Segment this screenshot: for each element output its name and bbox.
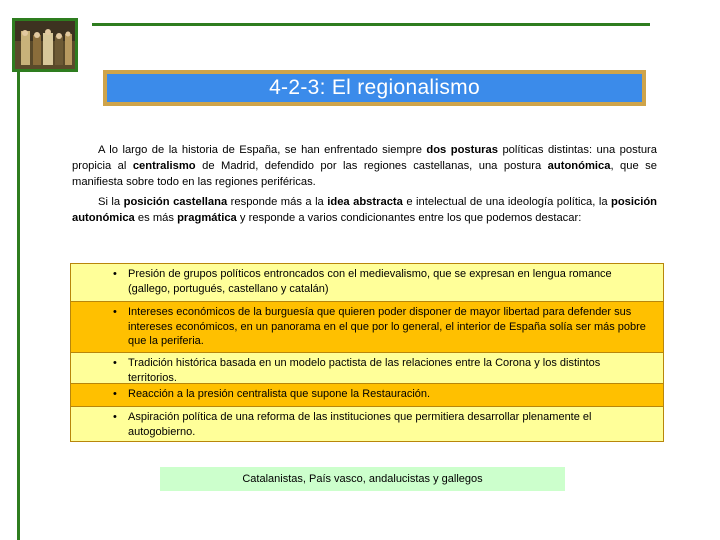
list-item: [71, 383, 663, 406]
list-item-text: Intereses económicos de la burguesía que quieren poder disponer de mayor libertad para defender sus intereses económicos, en un panorama en el que por lo general, el interior de España solía ser más pobre que la periferia.: [128, 306, 646, 347]
list-item-text: Aspiración política de una reforma de las instituciones que permitiera desarrollar plenamente el autogobierno.: [128, 411, 592, 438]
bullet-icon: •: [113, 306, 117, 318]
intro-paragraph: [72, 142, 657, 190]
left-accent-line: [17, 70, 20, 540]
second-paragraph: [72, 194, 657, 226]
text-segment: Si la: [98, 196, 124, 208]
emphasis: posición autonómica: [72, 196, 658, 224]
painting-thumbnail-icon: [12, 18, 78, 72]
factors-list: [70, 263, 664, 442]
text-segment: , que se manifiesta sobre todo en las regiones periféricas.: [72, 160, 657, 188]
text-segment: A lo largo de la historia de España, se han enfrentado siempre: [98, 144, 427, 156]
top-accent-line: [92, 23, 650, 26]
bullet-icon: •: [113, 268, 117, 280]
text-segment: e intelectual de una ideología política, la: [402, 196, 612, 208]
regions-note: Catalanistas, País vasco, andalucistas y gallegos: [160, 467, 565, 491]
text-segment: responde más a la: [227, 196, 328, 208]
emphasis: autonómica: [547, 160, 611, 172]
emphasis: posición castellana: [123, 196, 228, 208]
bullet-icon: •: [113, 388, 117, 400]
bullet-icon: •: [113, 411, 117, 423]
list-item: [71, 264, 663, 301]
list-item: [71, 301, 663, 352]
emphasis: idea abstracta: [327, 196, 403, 208]
emphasis: centralismo: [132, 160, 196, 172]
bullet-icon: •: [113, 357, 117, 369]
list-item-text: Presión de grupos políticos entroncados con el medievalismo, que se expresan en lengua romance (gallego, portugués, castellano y catalán): [128, 268, 612, 295]
text-segment: es más: [134, 212, 178, 224]
list-item: [71, 406, 663, 441]
list-item-text: Reacción a la presión centralista que supone la Restauración.: [128, 388, 431, 400]
list-item-text: Tradición histórica basada en un modelo pactista de las relaciones entre la Corona y los distintos territorios.: [128, 357, 601, 384]
text-segment: y responde a varios condicionantes entre los que podemos destacar:: [236, 212, 582, 224]
title-banner: [103, 70, 646, 106]
text-segment: de Madrid, defendido por las regiones castellanas, una postura: [195, 160, 548, 172]
list-item: [71, 352, 663, 383]
slide-title: 4-2-3: El regionalismo: [107, 74, 642, 102]
emphasis: dos posturas: [426, 144, 498, 156]
text-segment: políticas distintas: una postura propicia al: [72, 144, 657, 172]
emphasis: pragmática: [177, 212, 237, 224]
